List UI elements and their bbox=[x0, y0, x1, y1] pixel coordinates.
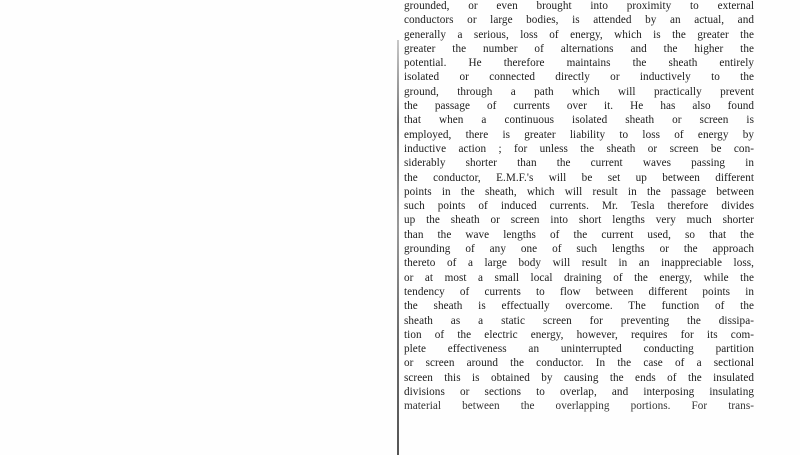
text-line: sheath as a static screen for preventing the dissipa- bbox=[404, 314, 754, 327]
text-line: siderably shorter than the current waves passing in bbox=[404, 157, 754, 170]
text-line: isolated or connected directly or inductively to the bbox=[404, 71, 754, 84]
text-line: tion of the electric energy, however, requires for its com- bbox=[404, 328, 754, 341]
text-line: thereto of a large body will result in an inappreciable loss, bbox=[404, 257, 754, 270]
text-line: plete effectiveness an uninterrupted conducting partition bbox=[404, 343, 754, 356]
text-line: generally a serious, loss of energy, which is the greater the bbox=[404, 28, 754, 41]
text-line: the conductor, E.M.F.'s will be set up between different bbox=[404, 171, 754, 184]
text-line: than the wave lengths of the current used, so that the bbox=[404, 228, 754, 241]
text-line: or at most a small local draining of the energy, while the bbox=[404, 271, 754, 284]
article-text-column bbox=[404, 0, 754, 414]
text-line: that when a continuous isolated sheath or screen is bbox=[404, 114, 754, 127]
text-line: potential. He therefore maintains the sheath entirely bbox=[404, 57, 754, 70]
text-line: employed, there is greater liability to loss of energy by bbox=[404, 128, 754, 141]
text-line: divisions or sections to overlap, and interposing insulating bbox=[404, 386, 754, 399]
text-line: conductors or large bodies, is attended by an actual, and bbox=[404, 14, 754, 27]
text-line: ground, through a path which will practically prevent bbox=[404, 85, 754, 98]
text-line: the passage of currents over it. He has also found bbox=[404, 100, 754, 113]
text-line: material between the overlapping portions. For trans- bbox=[404, 400, 754, 413]
text-line: up the sheath or screen into short lengths very much shorter bbox=[404, 214, 754, 227]
text-line: points in the sheath, which will result in the passage between bbox=[404, 185, 754, 198]
column-divider-rule bbox=[397, 40, 399, 455]
text-line: inductive action ; for unless the sheath or screen be con- bbox=[404, 142, 754, 155]
text-line: greater the number of alternations and the higher the bbox=[404, 42, 754, 55]
text-line: or screen around the conductor. In the case of a sectional bbox=[404, 357, 754, 370]
text-line: such points of induced currents. Mr. Tesla therefore divides bbox=[404, 200, 754, 213]
text-line: screen this is obtained by causing the ends of the insulated bbox=[404, 371, 754, 384]
text-line: tendency of currents to flow between different points in bbox=[404, 285, 754, 298]
text-line: grounded, or even brought into proximity to external bbox=[404, 0, 754, 12]
text-line: the sheath is effectually overcome. The function of the bbox=[404, 300, 754, 313]
text-line: grounding of any one of such lengths or the approach bbox=[404, 243, 754, 256]
